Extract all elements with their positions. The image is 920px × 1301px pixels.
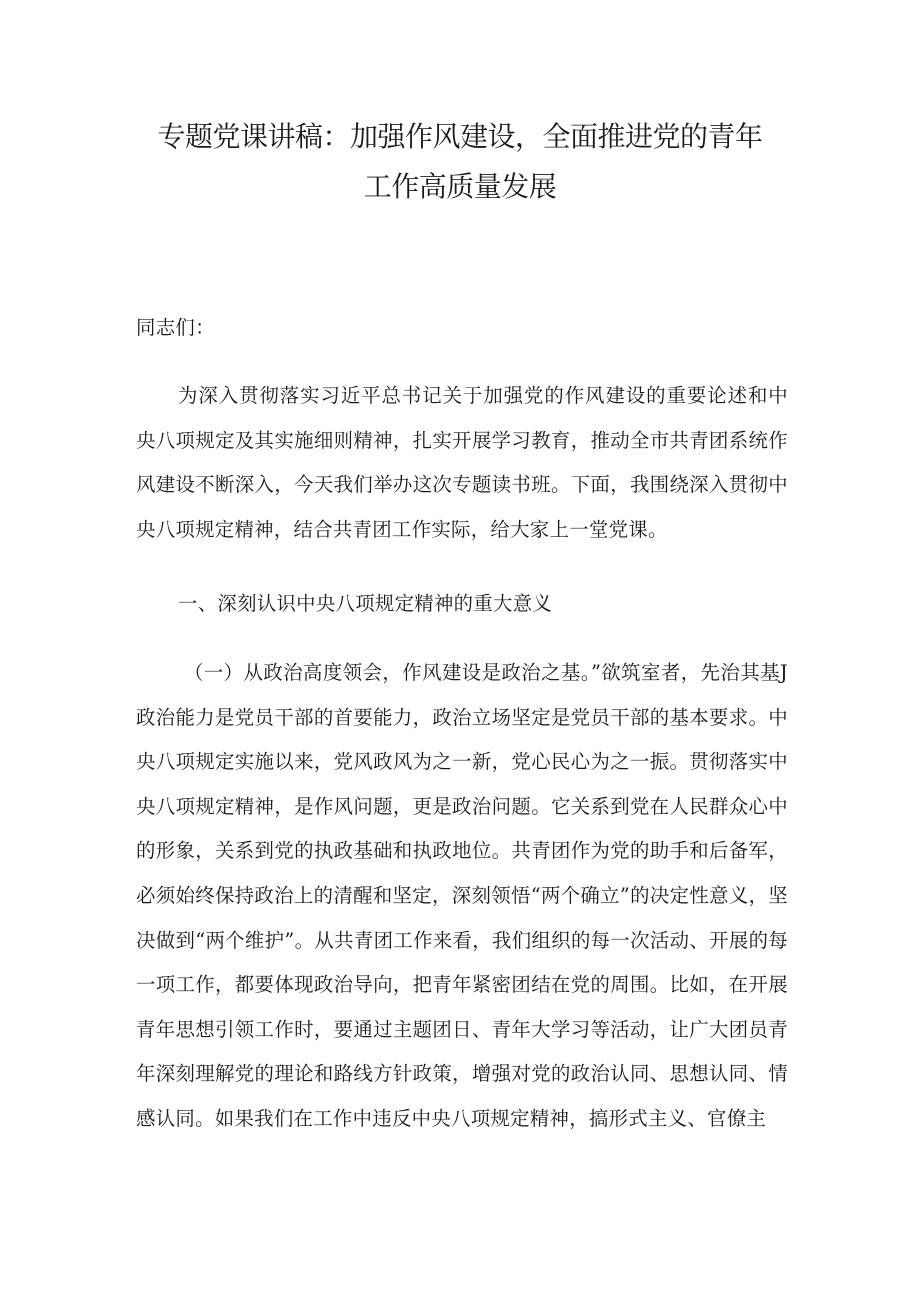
- salutation: 同志们：: [136, 316, 215, 339]
- document-title: 专题党课讲稿：加强作风建设，全面推进党的青年工作高质量发展: [157, 120, 763, 203]
- section-heading: 一、深刻认识中央八项规定精神的重大意义: [178, 592, 553, 615]
- section-paragraph: （一）从政治高度领会，作风建设是政治之基。”欲筑室者，先治其基J政治能力是党员干部的首要能力，政治立场坚定是党员干部的基本要求。中央八项规定实施以来，党风政风为之一新，党心民心为之一振。贯彻落实中央八项规定精神，是作风问题，更是政治问题。它关系到党在人民群众心中的形象，关系到党的执政基础和执政地位。共青团作为党的助手和后备军，必须始终保持政治上的清醒和坚定，深刻领悟“两个确立”的决定性意义，坚决做到“两个维护”。从共青团工作来看，我们组织的每一次活动、开展的每一项工作，都要体现政治导向，把青年紧密团结在党的周围。比如，在开展青年思想引领工作时，要通过主题团日、青年大学习等活动，让广大团员青年深刻理解党的理论和路线方针政策，增强对党的政治认同、思想认同、情感认同。如果我们在工作中违反中央八项规定精神，搞形式主义、官僚主: [136, 661, 788, 1130]
- intro-paragraph: 为深入贯彻落实习近平总书记关于加强党的作风建设的重要论述和中央八项规定及其实施细则精神，扎实开展学习教育，推动全市共青团系统作风建设不断深入，今天我们举办这次专题读书班。下面，我围绕深入贯彻中央八项规定精神，结合共青团工作实际，给大家上一堂党课。: [136, 384, 788, 541]
